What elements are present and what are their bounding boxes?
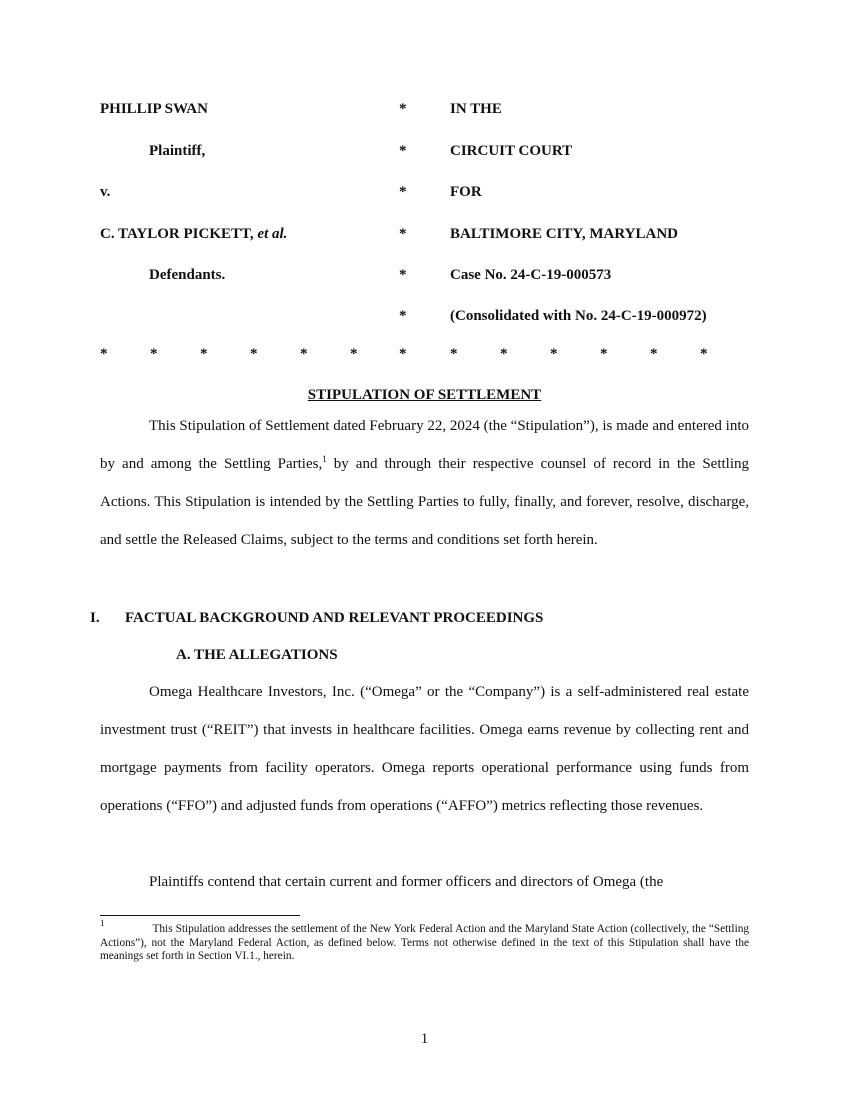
court-location: BALTIMORE CITY, MARYLAND [450, 226, 678, 242]
footnote-text: This Stipulation addresses the settlement of the New York Federal Action and the Maryland State Action (collectively, the “Settling Actions”), not the Maryland Federal Action, as defined below. Terms not otherwise defined in the text of this Stipulation shall have the meanings set forth in Section VI.1., herein. [100, 923, 749, 962]
document-title: STIPULATION OF SETTLEMENT [307, 387, 542, 403]
separator-star: * [250, 346, 258, 362]
page-number: 1 [420, 1031, 429, 1047]
footnote-number: 1 [100, 918, 105, 928]
intro-text-1: This Stipulation of Settlement dated February 22, 2024 (the “Stipulation”), is made and entered into by and among the Settling Parties, [100, 418, 749, 472]
separator-star: * [600, 346, 608, 362]
separator-star: * [100, 346, 108, 362]
footnote [100, 918, 749, 964]
contentions-paragraph [100, 863, 749, 901]
section-number: I. [90, 610, 100, 626]
separator-star: * [500, 346, 508, 362]
subsection-title: A. THE ALLEGATIONS [176, 647, 338, 663]
plaintiff-label: Plaintiff, [149, 143, 206, 159]
contentions-text: Plaintiffs contend that certain current and former officers and directors of Omega (the [149, 874, 664, 890]
defendants-label: Defendants. [149, 267, 226, 283]
intro-text-2: by and through their respective counsel of record in the Settling Actions. This Stipulation is intended by the Settling Parties to fully, finally, and forever, resolve, discharge, and settle the Released Claims, subject to the terms and conditions set forth herein. [100, 456, 750, 548]
caption-star: * [399, 101, 407, 117]
court-line-3: FOR [450, 184, 482, 200]
separator-star: * [700, 346, 708, 362]
consolidated-case-number: (Consolidated with No. 24-C-19-000972) [450, 308, 707, 324]
separator-star: * [450, 346, 458, 362]
separator-star: * [350, 346, 358, 362]
section-title: FACTUAL BACKGROUND AND RELEVANT PROCEEDINGS [125, 610, 544, 626]
separator-star: * [650, 346, 658, 362]
et-al: et al. [257, 226, 288, 242]
separator-star: * [200, 346, 208, 362]
caption-star: * [399, 226, 407, 242]
caption-star: * [399, 143, 407, 159]
caption-star: * [399, 184, 407, 200]
case-number: Case No. 24-C-19-000573 [450, 267, 612, 283]
defendant-name [100, 226, 287, 243]
court-line-2: CIRCUIT COURT [450, 143, 573, 159]
caption-star: * [399, 308, 407, 324]
separator-star: * [550, 346, 558, 362]
footnote-divider [100, 915, 300, 916]
separator-star: * [300, 346, 308, 362]
caption-star: * [399, 267, 407, 283]
allegations-paragraph [100, 673, 749, 825]
intro-paragraph [100, 407, 749, 559]
separator-star: * [399, 346, 407, 362]
court-line-1: IN THE [450, 101, 502, 117]
footnote-ref: 1 [322, 454, 327, 464]
plaintiff-name: PHILLIP SWAN [100, 101, 208, 117]
versus-label: v. [100, 184, 111, 200]
defendant-name-text: C. TAYLOR PICKETT, [100, 226, 254, 242]
allegations-text: Omega Healthcare Investors, Inc. (“Omega” or the “Company”) is a self-administered real estate investment trust (“REIT”) that invests in healthcare facilities. Omega earns revenue by collecting rent and mortgage payments from facility operators. Omega reports operational performance using funds from operations (“FFO”) and adjusted funds from operations (“AFFO”) metrics reflecting those revenues. [100, 684, 749, 814]
separator-star: * [150, 346, 158, 362]
